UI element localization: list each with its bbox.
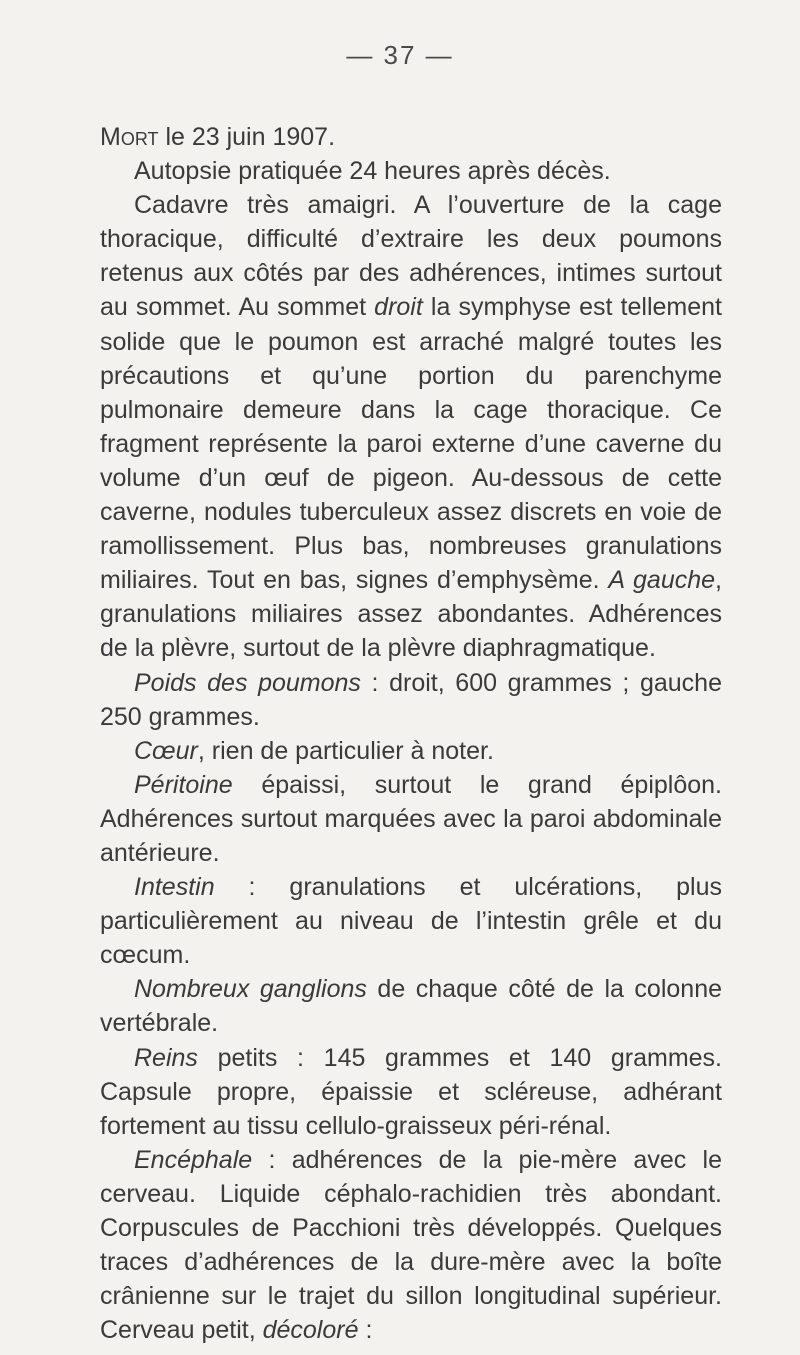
paragraph-intestine: [100, 870, 722, 972]
page-number: — 37 —: [346, 40, 454, 70]
paragraph-thorax: [100, 188, 722, 665]
emphasis-gauche: A gauche: [608, 566, 716, 595]
paragraph-text: :: [358, 1316, 373, 1345]
paragraph-text: : droit, 600 grammes ; gauche 250 grammes.: [100, 668, 722, 731]
emphasis-heading: Péritoine: [134, 770, 233, 799]
paragraph-text: : adhérences de la pie-mère avec le cerveau. Liquide céphalo-rachidien très abondant. Corpuscules de Pacchioni très développés. Quelques traces d’adhérences de la dure-mère avec la boîte crânienne sur le trajet du sillon longitudinal supérieur. Cerveau petit,: [100, 1145, 722, 1345]
paragraph-text: la symphyse est tellement solide que le poumon est arraché malgré toutes les précautions et qu’une portion du parenchyme pulmonaire demeure dans la cage thoracique. Ce fragment représente la paroi externe d’une caverne du volume d’un œuf de pigeon. Au-dessous de cette caverne, nodules tuberculeux assez discrets en voie de ramollissement. Plus bas, nombreuses granulations miliaires. Tout en bas, signes d’emphysème.: [100, 293, 722, 595]
paragraph-encephalon: [100, 1143, 722, 1348]
emphasis-droit: droit: [374, 293, 423, 322]
emphasis-heading: Cœur: [134, 736, 198, 765]
emphasis-heading: Poids des poumons: [134, 668, 361, 697]
paragraph-peritoneum: [100, 768, 722, 870]
emphasis-heading: Intestin: [134, 873, 215, 902]
paragraph-death-date: [100, 120, 722, 154]
paragraph-text: de chaque côté de la colonne vertébrale.: [100, 975, 723, 1038]
emphasis-heading: Reins: [134, 1043, 198, 1072]
paragraph-autopsy: [100, 154, 722, 188]
paragraph-text: , granulations miliaires assez abondantes. Adhérences de la plèvre, surtout de la plèvre diaphragmatique.: [100, 566, 722, 663]
paragraph-ganglia: [100, 972, 722, 1040]
paragraph-text: Autopsie pratiquée 24 heures après décès.: [134, 157, 611, 186]
emphasis-decolore: décoloré: [262, 1316, 359, 1345]
paragraph-text: Cadavre très amaigri. A l’ouverture de la cage thoracique, difficulté d’extraire les deux poumons retenus aux côtés par des adhérences, intimes surtout au sommet. Au sommet: [100, 191, 722, 322]
paragraph-text: épaissi, surtout le grand épiplôon. Adhérences surtout marquées avec la paroi abdominale antérieure.: [100, 770, 722, 867]
lead-word: Mort: [100, 123, 159, 151]
paragraph-text: , rien de particulier à noter.: [197, 736, 494, 765]
paragraph-lung-weight: [100, 666, 722, 734]
paragraph-text: le 23 juin 1907.: [158, 123, 336, 151]
paragraph-kidneys: [100, 1041, 722, 1143]
paragraph-text: petits : 145 grammes et 140 grammes. Capsule propre, épaissie et scléreuse, adhérant fortement au tissu cellulo-graisseux péri-rénal.: [100, 1043, 722, 1140]
body-text: [100, 120, 722, 1347]
emphasis-heading: Nombreux ganglions: [134, 975, 367, 1004]
paragraph-heart: [100, 734, 722, 768]
paragraph-text: : granulations et ulcérations, plus particulièrement au niveau de l’intestin grêle et du cœcum.: [100, 873, 722, 970]
emphasis-heading: Encéphale: [134, 1145, 253, 1174]
